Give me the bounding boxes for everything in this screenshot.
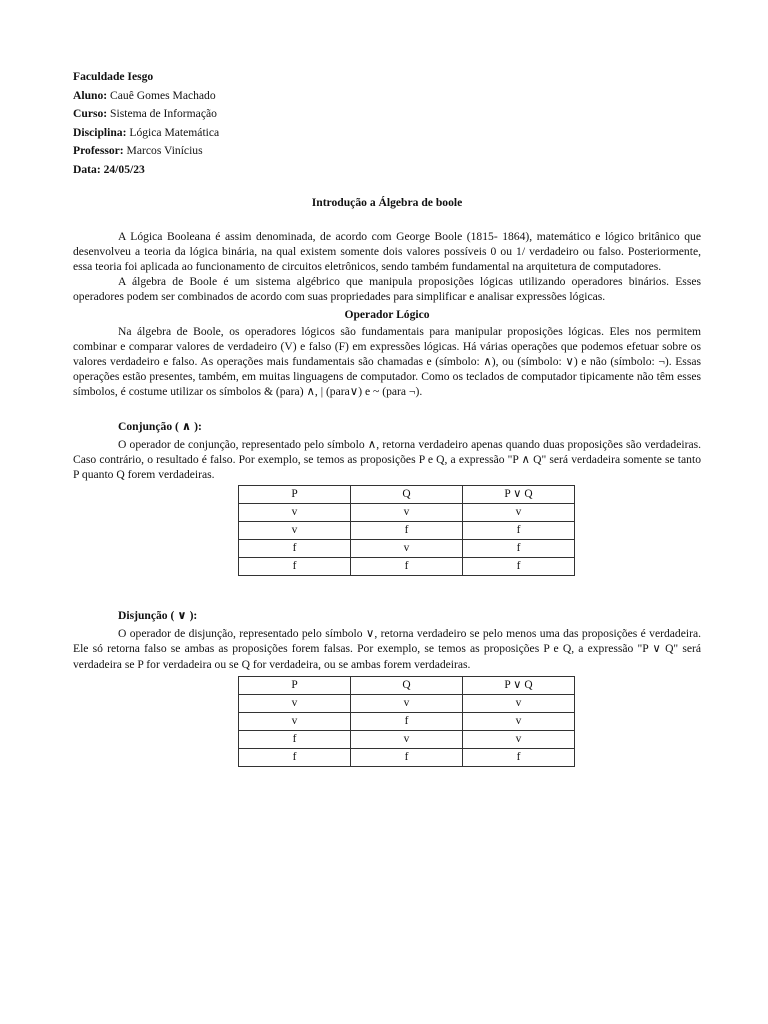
disjunction-paragraph: O operador de disjunção, representado pelo símbolo ∨, retorna verdadeiro se pelo menos uma das proposições é verdadeira. Ele só retorna falso se ambas as proposições forem falsas. Por exemplo, se temos as proposições P e Q, a expressão "P ∨ Q" será verdadeira se P for verdadeira ou se Q for verdadeira, ou se ambas forem verdadeiras. bbox=[73, 627, 701, 671]
table-row bbox=[239, 730, 575, 748]
table-cell: v bbox=[239, 712, 351, 730]
table-cell: f bbox=[351, 522, 463, 540]
table-header-row bbox=[239, 486, 575, 504]
table-cell: f bbox=[463, 522, 575, 540]
student-label: Aluno: bbox=[73, 88, 108, 102]
table-cell: v bbox=[239, 504, 351, 522]
institution-name: Faculdade Iesgo bbox=[73, 70, 154, 83]
conjunction-truth-table bbox=[238, 485, 575, 576]
table-cell: v bbox=[351, 694, 463, 712]
table-row bbox=[239, 540, 575, 558]
table-row bbox=[239, 712, 575, 730]
course-line bbox=[73, 105, 701, 124]
date-line bbox=[73, 161, 701, 180]
conjunction-heading: Conjunção ( ∧ ): bbox=[118, 419, 202, 433]
table-cell: v bbox=[351, 504, 463, 522]
table-header-cell: P bbox=[239, 676, 351, 694]
student-value: Cauê Gomes Machado bbox=[107, 88, 216, 102]
course-value: Sistema de Informação bbox=[107, 107, 217, 121]
operator-paragraph: Na álgebra de Boole, os operadores lógicos são fundamentais para manipular proposições lógicas. Eles nos permitem combinar e comparar valores de verdadeiro (V) e falso (F) em expressões lógicas. Há várias operações que podemos efetuar sobre os valores verdadeiro e falso. As operações mais fundamentais são chamadas e (símbolo: ∧), ou (símbolo: ∨) e não (símbolo: ¬). Essas operações estão presentes, também, em muitas linguagens de computador. Como os teclados de computador tipicamente não têm esses símbolos, é costume utilizar os símbolos & (para) ∧, | (para∨) e ~ (para ¬). bbox=[73, 324, 701, 399]
intro-paragraph-1: A Lógica Booleana é assim denominada, de acordo com George Boole (1815- 1864), matemático e lógico britânico que desenvolveu a teoria da lógica binária, na qual existem somente dois valores possíveis 0 ou 1/ verdadeiro ou falso. Posteriormente, essa teoria foi aplicada ao funcionamento de circuitos eletrônicos, sendo também fundamental na arquitetura de computadores. bbox=[73, 229, 701, 273]
operator-heading: Operador Lógico bbox=[344, 307, 430, 321]
table-cell: f bbox=[463, 558, 575, 576]
professor-line bbox=[73, 142, 701, 161]
document-page bbox=[73, 68, 701, 767]
course-label: Curso: bbox=[73, 107, 108, 121]
table-header-cell: P bbox=[239, 486, 351, 504]
professor-label: Professor: bbox=[73, 144, 124, 158]
discipline-line bbox=[73, 124, 701, 143]
discipline-label: Disciplina: bbox=[73, 125, 127, 139]
table-row bbox=[239, 504, 575, 522]
table-row bbox=[239, 522, 575, 540]
table-cell: v bbox=[463, 712, 575, 730]
table-cell: f bbox=[463, 540, 575, 558]
table-cell: f bbox=[351, 558, 463, 576]
table-cell: f bbox=[239, 730, 351, 748]
table-header-cell: Q bbox=[351, 486, 463, 504]
professor-value: Marcos Vinícius bbox=[123, 144, 203, 158]
table-cell: f bbox=[239, 558, 351, 576]
intro-paragraph-2: A álgebra de Boole é um sistema algébrico que manipula proposições lógicas utilizando operadores binários. Esses operadores podem ser combinados de acordo com suas propriedades para simplificar e analisar expressões lógicas. bbox=[73, 275, 701, 304]
table-cell: f bbox=[351, 748, 463, 766]
disjunction-truth-table bbox=[238, 676, 575, 767]
table-header-cell: P ∨ Q bbox=[463, 486, 575, 504]
table-header-row bbox=[239, 676, 575, 694]
table-row bbox=[239, 558, 575, 576]
spacer bbox=[73, 212, 701, 229]
student-line bbox=[73, 87, 701, 106]
table-cell: v bbox=[463, 504, 575, 522]
table-cell: v bbox=[351, 540, 463, 558]
date-label: Data: 24/05/23 bbox=[73, 162, 145, 176]
table-cell: v bbox=[463, 730, 575, 748]
table-cell: v bbox=[239, 694, 351, 712]
table-cell: f bbox=[463, 748, 575, 766]
table-cell: f bbox=[239, 748, 351, 766]
institution-line bbox=[73, 68, 701, 87]
document-title: Introdução a Álgebra de boole bbox=[311, 195, 463, 209]
table-row bbox=[239, 694, 575, 712]
table-header-cell: Q bbox=[351, 676, 463, 694]
table-header-cell: P ∨ Q bbox=[463, 676, 575, 694]
table-row bbox=[239, 748, 575, 766]
table-cell: v bbox=[239, 522, 351, 540]
discipline-value: Lógica Matemática bbox=[126, 125, 220, 139]
table-cell: f bbox=[239, 540, 351, 558]
conjunction-paragraph: O operador de conjunção, representado pelo símbolo ∧, retorna verdadeiro apenas quando duas proposições são verdadeiras. Caso contrário, o resultado é falso. Por exemplo, se temos as proposições P e Q, a expressão "P ∧ Q" será verdadeira somente se tanto P quanto Q forem verdadeiras. bbox=[73, 437, 701, 481]
table-cell: v bbox=[463, 694, 575, 712]
table-cell: f bbox=[351, 712, 463, 730]
table-cell: v bbox=[351, 730, 463, 748]
disjunction-heading: Disjunção ( ∨ ): bbox=[118, 609, 198, 623]
